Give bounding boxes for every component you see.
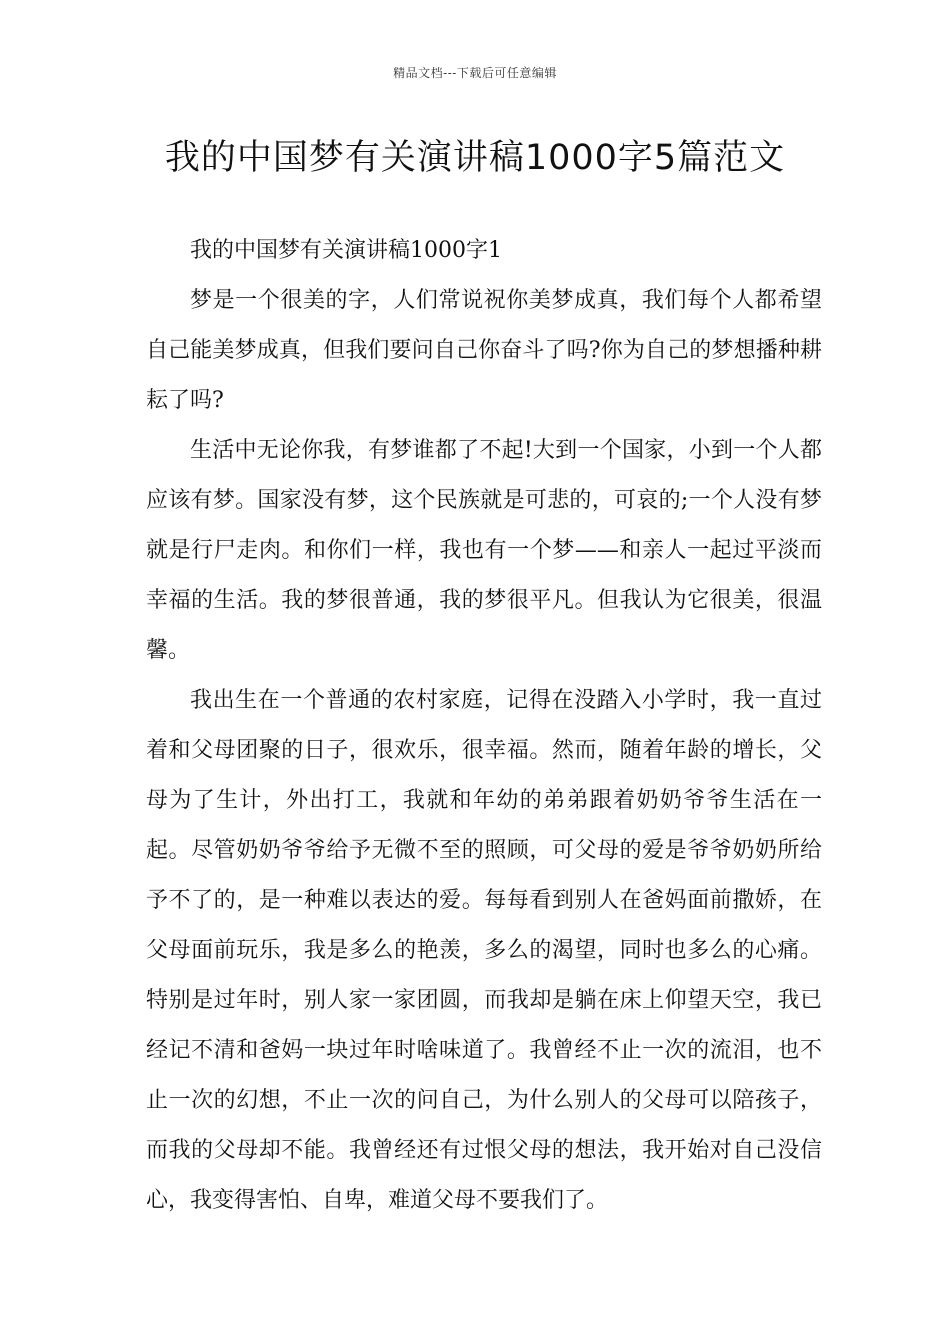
section-subtitle: 我的中国梦有关演讲稿1000字1 <box>190 238 502 263</box>
paragraph-2: 生活中无论你我，有梦谁都了不起!大到一个国家，小到一个人都应该有梦。国家没有梦，这个民族就是可悲的，可哀的;一个人没有梦就是行尸走肉。和你们一样，我也有一个梦——和亲人一起过平淡而幸福的生活。我的梦很普通，我的梦很平凡。但我认为它很美，很温馨。 <box>146 438 822 663</box>
paragraph-1: 梦是一个很美的字，人们常说祝你美梦成真，我们每个人都希望自己能美梦成真，但我们要问自己你奋斗了吗?你为自己的梦想播种耕耘了吗? <box>146 288 822 413</box>
paragraph-3: 我出生在一个普通的农村家庭，记得在没踏入小学时，我一直过着和父母团聚的日子，很欢乐，很幸福。然而，随着年龄的增长，父母为了生计，外出打工，我就和年幼的弟弟跟着奶奶爷爷生活在一起。尽管奶奶爷爷给予无微不至的照顾，可父母的爱是爷爷奶奶所给予不了的，是一种难以表达的爱。每每看到别人在爸妈面前撒娇，在父母面前玩乐，我是多么的艳羡，多么的渴望，同时也多么的心痛。特别是过年时，别人家一家团圆，而我却是躺在床上仰望天空，我已经记不清和爸妈一块过年时啥味道了。我曾经不止一次的流泪，也不止一次的幻想，不止一次的问自己，为什么别人的父母可以陪孩子，而我的父母却不能。我曾经还有过恨父母的想法，我开始对自己没信心，我变得害怕、自卑，难道父母不要我们了。 <box>146 688 822 1213</box>
document-body <box>146 226 822 1226</box>
document-title: 我的中国梦有关演讲稿1000字5篇范文 <box>164 138 786 178</box>
header-note: 精品文档---下载后可任意编辑 <box>393 66 557 80</box>
